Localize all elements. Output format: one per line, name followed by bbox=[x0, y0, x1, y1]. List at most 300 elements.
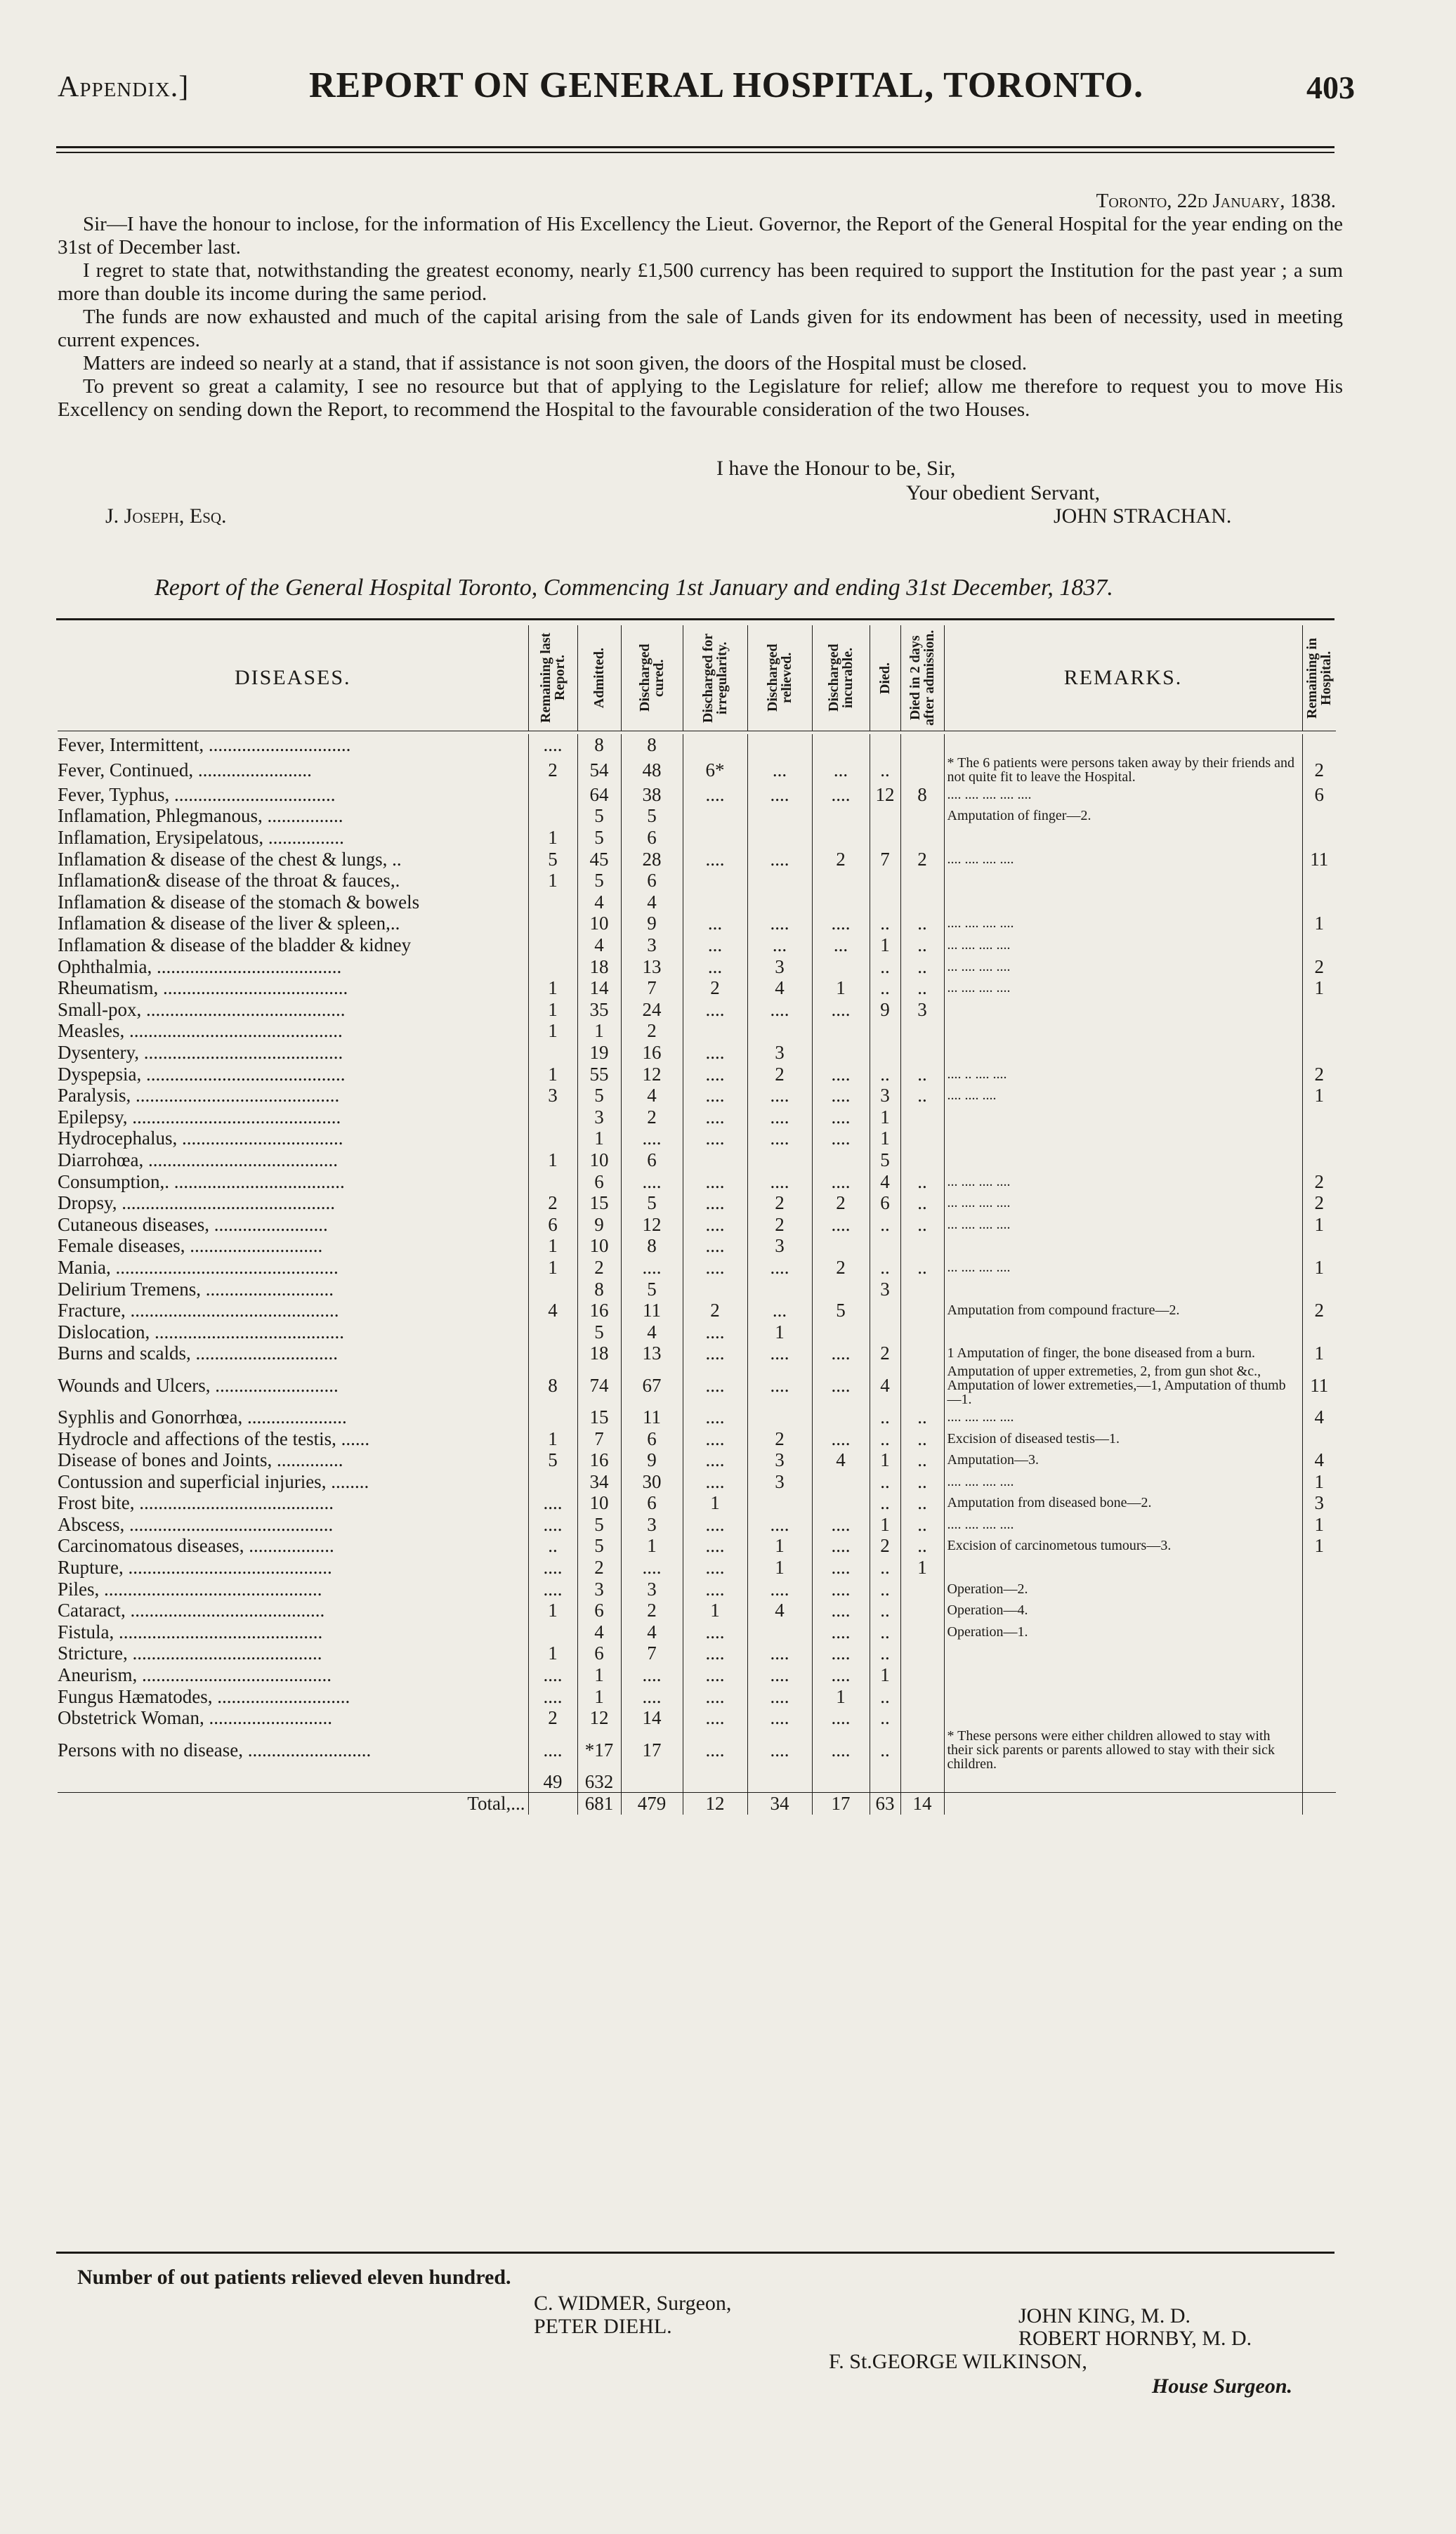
cell-irregularity: .... bbox=[683, 1128, 747, 1149]
cell-irregularity: .... bbox=[683, 1213, 747, 1235]
cell-cured: 2 bbox=[621, 1106, 683, 1128]
disease-name: Syphlis and Gonorrhœa, ..................... bbox=[58, 1406, 347, 1428]
table-row bbox=[58, 734, 1336, 756]
cell-irregularity bbox=[683, 1149, 747, 1171]
cell-cured: 2 bbox=[621, 1020, 683, 1042]
cell-irregularity bbox=[683, 734, 747, 756]
cell-irregularity: .... bbox=[683, 1192, 747, 1214]
cell-died: .. bbox=[870, 756, 900, 784]
table-row bbox=[58, 870, 1336, 892]
cell-died-2days bbox=[900, 1578, 944, 1600]
cell-died: .. bbox=[870, 1406, 900, 1428]
cell-remaining-hospital: 2 bbox=[1302, 955, 1336, 977]
cell-died: .. bbox=[870, 1492, 900, 1514]
cell-admitted: 15 bbox=[577, 1192, 621, 1214]
cell-died: 4 bbox=[870, 1170, 900, 1192]
cell-remaining: .... bbox=[528, 1685, 577, 1707]
cell-died-2days: .. bbox=[900, 955, 944, 977]
cell-admitted: 8 bbox=[577, 1278, 621, 1300]
table-row bbox=[58, 1664, 1336, 1686]
cell-irregularity: .... bbox=[683, 848, 747, 870]
cell-cured: 13 bbox=[621, 955, 683, 977]
totals-incurable: 17 bbox=[812, 1793, 870, 1815]
remarks-cell bbox=[944, 1771, 1302, 1793]
cell-died: .. bbox=[870, 913, 900, 934]
remarks-cell bbox=[944, 1278, 1302, 1300]
cell-died: 2 bbox=[870, 1343, 900, 1364]
table-row bbox=[58, 1300, 1336, 1321]
cell-remaining-hospital: 1 bbox=[1302, 1085, 1336, 1106]
cell-remaining-hospital bbox=[1302, 999, 1336, 1021]
cell-incurable: .... bbox=[812, 784, 870, 806]
cell-died: .. bbox=[870, 1257, 900, 1279]
cell-died-2days bbox=[900, 1621, 944, 1643]
cell-remaining-hospital bbox=[1302, 1771, 1336, 1793]
cell-irregularity: .... bbox=[683, 1042, 747, 1064]
cell-remaining-hospital: 4 bbox=[1302, 1449, 1336, 1471]
cell-remaining: 5 bbox=[528, 848, 577, 870]
totals-remarks bbox=[944, 1793, 1302, 1815]
table-row bbox=[58, 1771, 1336, 1793]
table-row bbox=[58, 1621, 1336, 1643]
cell-incurable bbox=[812, 1771, 870, 1793]
cell-died-2days bbox=[900, 1685, 944, 1707]
cell-irregularity: ... bbox=[683, 913, 747, 934]
cell-died bbox=[870, 1771, 900, 1793]
table-row bbox=[58, 756, 1336, 784]
table-top-rule bbox=[56, 618, 1334, 620]
table-row bbox=[58, 1042, 1336, 1064]
cell-remaining-hospital: 1 bbox=[1302, 1514, 1336, 1536]
cell-died bbox=[870, 870, 900, 892]
cell-irregularity: .... bbox=[683, 1343, 747, 1364]
cell-cured: 38 bbox=[621, 784, 683, 806]
cell-cured: 6 bbox=[621, 1492, 683, 1514]
cell-remaining bbox=[528, 1406, 577, 1428]
cell-irregularity: .... bbox=[683, 1621, 747, 1643]
cell-cured: 4 bbox=[621, 1085, 683, 1106]
cell-irregularity: .... bbox=[683, 1557, 747, 1579]
cell-incurable: .... bbox=[812, 1063, 870, 1085]
cell-died-2days bbox=[900, 827, 944, 849]
cell-relieved: 2 bbox=[747, 1213, 812, 1235]
cell-incurable bbox=[812, 734, 870, 756]
cell-incurable bbox=[812, 1042, 870, 1064]
cell-died bbox=[870, 1235, 900, 1257]
cell-admitted: 34 bbox=[577, 1470, 621, 1492]
table-row bbox=[58, 1470, 1336, 1492]
cell-incurable bbox=[812, 1492, 870, 1514]
cell-remaining: .. bbox=[528, 1535, 577, 1557]
cell-irregularity: .... bbox=[683, 1257, 747, 1279]
remarks-cell: .... .. .... .... bbox=[944, 1063, 1302, 1085]
remarks-cell: .... .... .... .... bbox=[944, 1406, 1302, 1428]
cell-irregularity: .... bbox=[683, 1428, 747, 1449]
cell-died bbox=[870, 1020, 900, 1042]
totals-label: Total,... bbox=[58, 1793, 528, 1815]
cell-cured: 7 bbox=[621, 977, 683, 999]
totals-remaining-hospital bbox=[1302, 1793, 1336, 1815]
cell-cured: 67 bbox=[621, 1364, 683, 1406]
cell-remaining: 1 bbox=[528, 1020, 577, 1042]
cell-remaining-hospital: 3 bbox=[1302, 1492, 1336, 1514]
cell-cured: 11 bbox=[621, 1300, 683, 1321]
disease-name: Hydrocle and affections of the testis, ...... bbox=[58, 1428, 370, 1449]
cell-relieved: .... bbox=[747, 1685, 812, 1707]
cell-admitted: 16 bbox=[577, 1300, 621, 1321]
cell-remaining-hospital: 2 bbox=[1302, 1192, 1336, 1214]
cell-admitted: 10 bbox=[577, 1235, 621, 1257]
cell-cured: 12 bbox=[621, 1063, 683, 1085]
cell-remaining: .... bbox=[528, 1557, 577, 1579]
cell-died-2days bbox=[900, 734, 944, 756]
cell-remaining: 8 bbox=[528, 1364, 577, 1406]
cell-incurable bbox=[812, 955, 870, 977]
remarks-cell bbox=[944, 1707, 1302, 1729]
cell-remaining-hospital bbox=[1302, 1020, 1336, 1042]
cell-died-2days: 2 bbox=[900, 848, 944, 870]
disease-name: Rupture, ........................................... bbox=[58, 1557, 332, 1579]
cell-remaining: .... bbox=[528, 1729, 577, 1771]
cell-relieved: .... bbox=[747, 1343, 812, 1364]
cell-admitted: 18 bbox=[577, 1343, 621, 1364]
disease-name: Dropsy, ............................................. bbox=[58, 1192, 335, 1214]
header-remaining-last: Remaining last Report. bbox=[528, 625, 577, 731]
cell-cured: .... bbox=[621, 1664, 683, 1686]
cell-remaining-hospital bbox=[1302, 1557, 1336, 1579]
cell-admitted: 5 bbox=[577, 1535, 621, 1557]
table-row bbox=[58, 1085, 1336, 1106]
header-discharged-cured: Discharged cured. bbox=[621, 625, 683, 731]
cell-incurable: 2 bbox=[812, 848, 870, 870]
cell-remaining-hospital: 1 bbox=[1302, 1343, 1336, 1364]
table-row bbox=[58, 1492, 1336, 1514]
out-patients-note: Number of out patients relieved eleven hundred. bbox=[77, 2266, 511, 2289]
cell-cured: 6 bbox=[621, 827, 683, 849]
letter-paragraph: I regret to state that, notwithstanding the greatest economy, nearly £1,500 currency has been required to support the Institution for the past year ; a sum more than double its income during the same period. bbox=[58, 259, 1343, 305]
cell-remaining: 4 bbox=[528, 1300, 577, 1321]
cell-incurable: .... bbox=[812, 1600, 870, 1621]
cell-incurable: .... bbox=[812, 1106, 870, 1128]
cell-admitted: 74 bbox=[577, 1364, 621, 1406]
cell-relieved bbox=[747, 805, 812, 827]
cell-relieved: .... bbox=[747, 1364, 812, 1406]
cell-remaining-hospital: 1 bbox=[1302, 1470, 1336, 1492]
cell-incurable bbox=[812, 827, 870, 849]
cell-irregularity: .... bbox=[683, 1664, 747, 1686]
cell-admitted: 5 bbox=[577, 1514, 621, 1536]
cell-remaining-hospital: 4 bbox=[1302, 1406, 1336, 1428]
cell-incurable: 5 bbox=[812, 1300, 870, 1321]
cell-remaining-hospital: 2 bbox=[1302, 1063, 1336, 1085]
cell-remaining: 1 bbox=[528, 999, 577, 1021]
cell-remaining: .... bbox=[528, 1492, 577, 1514]
cell-admitted: 5 bbox=[577, 870, 621, 892]
cell-died-2days: .. bbox=[900, 1449, 944, 1471]
remarks-cell bbox=[944, 870, 1302, 892]
disease-name: Delirium Tremens, ........................... bbox=[58, 1278, 334, 1300]
header-remaining-hospital: Remaining in Hospital. bbox=[1302, 625, 1336, 731]
cell-remaining bbox=[528, 1128, 577, 1149]
remarks-cell bbox=[944, 1149, 1302, 1171]
cell-relieved: 3 bbox=[747, 1470, 812, 1492]
cell-remaining-hospital bbox=[1302, 1642, 1336, 1664]
cell-cured: 16 bbox=[621, 1042, 683, 1064]
disease-name: Rheumatism, ....................................... bbox=[58, 977, 348, 999]
cell-irregularity: .... bbox=[683, 1106, 747, 1128]
cell-died: 12 bbox=[870, 784, 900, 806]
cell-incurable: .... bbox=[812, 1128, 870, 1149]
cell-remaining-hospital bbox=[1302, 1685, 1336, 1707]
cell-cured: .... bbox=[621, 1685, 683, 1707]
cell-remaining-hospital bbox=[1302, 1729, 1336, 1771]
cell-irregularity: .... bbox=[683, 1170, 747, 1192]
cell-incurable bbox=[812, 1470, 870, 1492]
cell-died: 3 bbox=[870, 1085, 900, 1106]
cell-died-2days bbox=[900, 1149, 944, 1171]
remarks-cell bbox=[944, 1235, 1302, 1257]
cell-relieved bbox=[747, 1020, 812, 1042]
remarks-cell bbox=[944, 1664, 1302, 1686]
cell-remaining-hospital: 1 bbox=[1302, 1213, 1336, 1235]
cell-remaining-hospital: 1 bbox=[1302, 977, 1336, 999]
cell-irregularity bbox=[683, 1278, 747, 1300]
disease-name: Diarrohœa, ........................................ bbox=[58, 1149, 338, 1170]
cell-died: .. bbox=[870, 1213, 900, 1235]
cell-died-2days: .. bbox=[900, 1170, 944, 1192]
cell-relieved: .... bbox=[747, 784, 812, 806]
cell-died: .. bbox=[870, 1428, 900, 1449]
cell-remaining: 1 bbox=[528, 977, 577, 999]
cell-cured: 5 bbox=[621, 1192, 683, 1214]
table-row bbox=[58, 1321, 1336, 1343]
disease-name: Fistula, ........................................... bbox=[58, 1621, 323, 1642]
cell-cured: 3 bbox=[621, 1578, 683, 1600]
cell-remaining-hospital: 1 bbox=[1302, 1257, 1336, 1279]
cell-died bbox=[870, 827, 900, 849]
disease-name: Inflamation & disease of the liver & spleen,.. bbox=[58, 913, 400, 934]
cell-incurable bbox=[812, 1278, 870, 1300]
cell-irregularity: .... bbox=[683, 1321, 747, 1343]
cell-admitted: 4 bbox=[577, 934, 621, 956]
cell-remaining bbox=[528, 1343, 577, 1364]
table-row bbox=[58, 1428, 1336, 1449]
disease-name: Mania, ............................................... bbox=[58, 1256, 339, 1278]
header-diseases: DISEASES. bbox=[234, 666, 351, 689]
cell-died: .. bbox=[870, 955, 900, 977]
cell-relieved: 3 bbox=[747, 1042, 812, 1064]
cell-relieved bbox=[747, 1149, 812, 1171]
cell-relieved: .... bbox=[747, 1170, 812, 1192]
totals-cured: 479 bbox=[621, 1793, 683, 1815]
cell-remaining: .... bbox=[528, 734, 577, 756]
cell-cured: 30 bbox=[621, 1470, 683, 1492]
table-row bbox=[58, 1020, 1336, 1042]
table-row bbox=[58, 1685, 1336, 1707]
cell-relieved: .... bbox=[747, 913, 812, 934]
totals-remaining bbox=[528, 1793, 577, 1815]
cell-remaining bbox=[528, 805, 577, 827]
table-row bbox=[58, 1557, 1336, 1579]
table-row bbox=[58, 848, 1336, 870]
cell-irregularity: 1 bbox=[683, 1492, 747, 1514]
cell-died: .. bbox=[870, 1621, 900, 1643]
cell-died bbox=[870, 1300, 900, 1321]
cell-irregularity bbox=[683, 1771, 747, 1793]
cell-died-2days: .. bbox=[900, 1492, 944, 1514]
cell-admitted: 3 bbox=[577, 1578, 621, 1600]
cell-incurable: 2 bbox=[812, 1257, 870, 1279]
cell-cured: 11 bbox=[621, 1406, 683, 1428]
cell-remaining bbox=[528, 1106, 577, 1128]
cell-admitted: 7 bbox=[577, 1428, 621, 1449]
remarks-cell: .... .... .... .... .... bbox=[944, 784, 1302, 806]
table-row bbox=[58, 827, 1336, 849]
page-number: 403 bbox=[1306, 70, 1355, 105]
cell-died: .. bbox=[870, 1642, 900, 1664]
cell-died: 9 bbox=[870, 999, 900, 1021]
disease-name: Cataract, ......................................... bbox=[58, 1600, 325, 1621]
cell-admitted: 2 bbox=[577, 1257, 621, 1279]
cell-remaining bbox=[528, 955, 577, 977]
cell-cured: 3 bbox=[621, 1514, 683, 1536]
cell-irregularity bbox=[683, 805, 747, 827]
cell-died: .. bbox=[870, 1685, 900, 1707]
disease-name: Dislocation, ........................................ bbox=[58, 1321, 344, 1343]
letter-paragraph: Sir—I have the honour to inclose, for the information of His Excellency the Lieut. Governor, the Report of the General Hospital for the year ending on the 31st of December last. bbox=[58, 213, 1343, 259]
cover-letter bbox=[58, 190, 1343, 422]
cell-incurable: .... bbox=[812, 999, 870, 1021]
cell-remaining: 1 bbox=[528, 1235, 577, 1257]
remarks-cell: Amputation from diseased bone—2. bbox=[944, 1492, 1302, 1514]
cell-died-2days: .. bbox=[900, 1085, 944, 1106]
cell-died: 2 bbox=[870, 1535, 900, 1557]
cell-died-2days: 1 bbox=[900, 1557, 944, 1579]
cell-remaining: 49 bbox=[528, 1771, 577, 1793]
report-title: Report of the General Hospital Toronto, Commencing 1st January and ending 31st December, 1837. bbox=[155, 575, 1113, 601]
signature-widmer: C. WIDMER, Surgeon, bbox=[534, 2292, 732, 2315]
totals-relieved: 34 bbox=[747, 1793, 812, 1815]
disease-name: Consumption,. .................................... bbox=[58, 1170, 345, 1192]
cell-died: .. bbox=[870, 1707, 900, 1729]
cell-admitted: 45 bbox=[577, 848, 621, 870]
cell-admitted: 6 bbox=[577, 1170, 621, 1192]
disease-name: Disease of bones and Joints, .............. bbox=[58, 1449, 343, 1471]
table-row bbox=[58, 1213, 1336, 1235]
disease-name: Frost bite, ......................................... bbox=[58, 1492, 334, 1514]
cell-died: .. bbox=[870, 1470, 900, 1492]
cell-irregularity: .... bbox=[683, 1642, 747, 1664]
disease-name: Inflamation, Phlegmanous, ................ bbox=[58, 805, 343, 827]
cell-died: .. bbox=[870, 977, 900, 999]
disease-name: Piles, .............................................. bbox=[58, 1578, 322, 1600]
cell-remaining-hospital: 1 bbox=[1302, 1535, 1336, 1557]
disease-name: Small-pox, .......................................... bbox=[58, 998, 346, 1020]
cell-incurable bbox=[812, 1406, 870, 1428]
signature-king: JOHN KING, M. D. bbox=[1018, 2304, 1191, 2327]
cell-admitted: 54 bbox=[577, 756, 621, 784]
remarks-cell bbox=[944, 892, 1302, 913]
cell-admitted: 16 bbox=[577, 1449, 621, 1471]
cell-died-2days bbox=[900, 1343, 944, 1364]
cell-incurable: .... bbox=[812, 1557, 870, 1579]
cell-relieved: .... bbox=[747, 1106, 812, 1128]
remarks-cell bbox=[944, 1042, 1302, 1064]
cell-relieved: 3 bbox=[747, 1449, 812, 1471]
cell-relieved: .... bbox=[747, 1257, 812, 1279]
remarks-cell: Operation—2. bbox=[944, 1578, 1302, 1600]
cell-cured: 13 bbox=[621, 1343, 683, 1364]
cell-remaining: .... bbox=[528, 1664, 577, 1686]
remarks-cell: .... .... .... .... bbox=[944, 1470, 1302, 1492]
disease-name: Dysentery, .......................................... bbox=[58, 1042, 343, 1064]
cell-irregularity: 6* bbox=[683, 756, 747, 784]
remarks-cell: Operation—1. bbox=[944, 1621, 1302, 1643]
cell-relieved bbox=[747, 1492, 812, 1514]
totals-died-2days: 14 bbox=[900, 1793, 944, 1815]
letter-paragraph: To prevent so great a calamity, I see no resource but that of applying to the Legislature for relief; allow me therefore to request you to move His Excellency on sending down the Report, to recommend the Hospital to the favourable consideration of the two Houses. bbox=[58, 375, 1343, 421]
cell-remaining: .... bbox=[528, 1514, 577, 1536]
cell-relieved: 1 bbox=[747, 1321, 812, 1343]
cell-relieved bbox=[747, 827, 812, 849]
disease-name: Fungus Hæmatodes, ............................ bbox=[58, 1685, 350, 1707]
cell-remaining bbox=[528, 1170, 577, 1192]
cell-admitted: 6 bbox=[577, 1642, 621, 1664]
cell-remaining: 1 bbox=[528, 870, 577, 892]
cell-irregularity: 2 bbox=[683, 1300, 747, 1321]
cell-died-2days: 8 bbox=[900, 784, 944, 806]
cell-remaining bbox=[528, 1321, 577, 1343]
cell-admitted: 3 bbox=[577, 1106, 621, 1128]
cell-irregularity: .... bbox=[683, 1707, 747, 1729]
cell-incurable: 1 bbox=[812, 1685, 870, 1707]
cell-died bbox=[870, 805, 900, 827]
cell-incurable: .... bbox=[812, 913, 870, 934]
cell-relieved: .... bbox=[747, 1642, 812, 1664]
letter-closing: I have the Honour to be, Sir, bbox=[716, 457, 956, 480]
cell-remaining: 1 bbox=[528, 1257, 577, 1279]
cell-incurable: .... bbox=[812, 1729, 870, 1771]
remarks-cell: .... .... .... bbox=[944, 1085, 1302, 1106]
cell-died: 1 bbox=[870, 1514, 900, 1536]
cell-admitted: 2 bbox=[577, 1557, 621, 1579]
remarks-cell: ... .... .... .... bbox=[944, 977, 1302, 999]
cell-died-2days bbox=[900, 805, 944, 827]
cell-cured: 6 bbox=[621, 1428, 683, 1449]
cell-admitted: 10 bbox=[577, 913, 621, 934]
disease-name: Female diseases, ............................ bbox=[58, 1235, 323, 1257]
cell-relieved: .... bbox=[747, 848, 812, 870]
cell-remaining-hospital: 2 bbox=[1302, 1300, 1336, 1321]
cell-died: .. bbox=[870, 1578, 900, 1600]
cell-died: 1 bbox=[870, 1128, 900, 1149]
disease-name: Inflamation & disease of the bladder & kidney bbox=[58, 934, 412, 956]
cell-remaining-hospital bbox=[1302, 1664, 1336, 1686]
table-row bbox=[58, 1192, 1336, 1214]
cell-cured: 6 bbox=[621, 1149, 683, 1171]
cell-incurable: .... bbox=[812, 1364, 870, 1406]
cell-incurable: .... bbox=[812, 1428, 870, 1449]
cell-remaining bbox=[528, 1042, 577, 1064]
totals-irregularity: 12 bbox=[683, 1793, 747, 1815]
remarks-cell: ... .... .... .... bbox=[944, 1170, 1302, 1192]
cell-relieved: 2 bbox=[747, 1428, 812, 1449]
cell-irregularity: .... bbox=[683, 1535, 747, 1557]
cell-relieved: 4 bbox=[747, 977, 812, 999]
signature-diehl: PETER DIEHL. bbox=[534, 2315, 672, 2338]
cell-incurable: .... bbox=[812, 1642, 870, 1664]
disease-name: Fever, Continued, ........................ bbox=[58, 759, 312, 781]
